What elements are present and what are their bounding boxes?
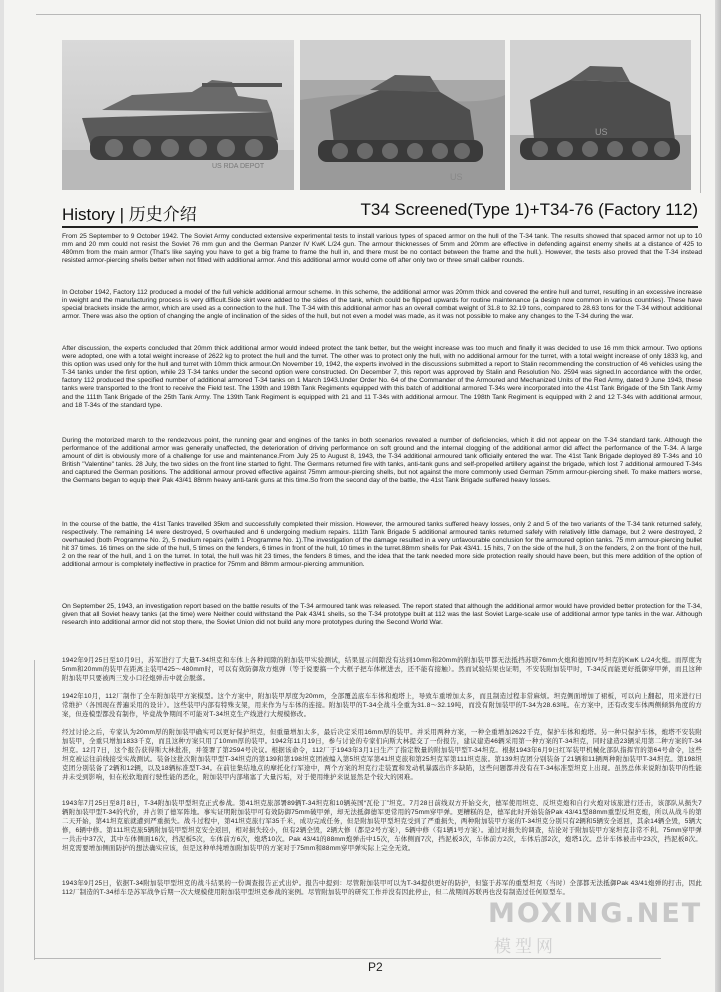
tank-model-title: T34 Screened(Type 1)+T34-76 (Factory 112) [360,200,698,219]
watermark-text: MOXING.NET [488,898,703,929]
header-rule [62,226,698,228]
bottom-frame-line [34,958,661,959]
tank-photo-3-image [510,40,691,190]
page-right-edge [715,0,721,992]
page-number: P2 [368,960,383,974]
page-left-edge [0,0,4,992]
photo2-caption: US [450,172,463,182]
watermark-subtext: 模型网 [494,937,557,956]
cn-paragraph-5: 1943年9月25日，依据T-34附加装甲型坦克的战斗结果的一份调查报告正式出炉。报告中提到：尽管附加装甲可以为T-34提供更好的防护，但鉴于苏军的重型坦克（当时）全部都无法抵御Pak 43/41炮弹的打击，因此112厂制造的T-34样车是苏军战争后期一次大规模使用附加装甲型坦克参战的案例。尽管附加装甲的研究工作并没有因此停止，但二战期间苏联再也没有制造过任何原型车。 [62,880,702,896]
cn-paragraph-4: 1943年7月25日至8月8日，T-34附加装甲型坦克正式参战。第41坦克旅部署89辆T-34坦克和10辆英国“瓦伦丁”坦克。7月28日前线双方开始交火，德军使用坦克、反坦克炮和自行火炮对该旅进行还击，该部队从损失7辆附加装甲型T-34的代价，并占领了德军阵地。事实证明附加装甲可有效防御75mm破甲弹，却无法抵御德军更常用的75mm穿甲弹。更糟糕的是，德军此时开始装备Pak 43/41型88mm重型反坦克炮，所以从战斗的第二天开始，第41坦克旅就遭到严重损失。战斗过程中，第41坦克旅行军35千米，成功完成任务，但是附加装甲型坦克受到了严重损失，两种附加装甲方案的T-34坦克分别只有2辆和5辆安全返回，其余14辆全毁，5辆大修，6辆中修。第111坦克旅5辆附加装甲型坦克安全返回，相对损失较小，但有2辆全毁，2辆大修（都是2号方案），5辆中修（有1辆1号方案）。通过对损失的调查，结论对于附加装甲方案坦克非常不利。75mm穿甲弹一共击中37次，其中车体侧面16次，挡泥板5次，车体前方6次，炮塔10次。Pak 43/41的88mm炮弹击中15次，车体侧面7次，挡泥板3次，车体前方2次，车体后部2次，炮塔1次。总计车体被击中23次，挡泥板8次。坦克需要增加侧面防护的想法确实应该，但是这种单纯增加附加装甲的方案对于75mm和88mm穿甲弹实际上完全无效。 [62,800,702,852]
tank-photo-1 [62,40,294,190]
en-paragraph-3: After discussion, the experts concluded that 20mm thick additional armor would indeed protect the tank better, but the weight increase was too much and finally it was decided to use 16 mm thick armour. Two options were adopted, one with a total weight increase of 2622 kg to protect the hull and the turret. The other was to protect only the hull, with no additional armour for the turret, with a total weight increase of only 1833 kg, and this option was used only for the hull and turret with 10mm thick armour.On November 19, 1942, the experts involved in the discussions submitted a report to Stalin recommending the construction of 46 vehicles using the T-34 tanks under the first option, while 23 T-34 tanks under the second option were constructed. On December 7, this report was approved by Stalin and Resolution No. 2594 was signed.In accordance with the order, factory 112 produced the specified number of additional armored T-34 tanks on 1 March 1943.Under Order No. 64 of the Commander of the Armoured and Mechanized Units of the Red Army, dated 9 June 1943, these tanks were transported to the front to receive the Field test. The 139th and 198th Tank Regiments equipped with this batch of additional armored T-34s were incorporated into the 41st Tank Brigade of the 5th Tank Army and the 111th Tank Brigade of the 25th Tank Army. The 139th Tank Regiment is equipped with 21 and 11 T-34s with additional armour. The 198th Tank Regiment is equipped with 2 and 12 T-34s with additional armour, and 18 T-34s of the standard type. [62,345,702,409]
cn-paragraph-1: 1942年9月25日至10月9日，苏军进行了大量T-34坦克和车体上各种间隙的附加装甲实验测试，结果显示间隙没有达到10mm和20mm的附加装甲都无法抵挡苏联76mm火炮和德国IV号坦克的KwK L/24火炮。而厚度为5mm和20mm的装甲在距离主装甲425～480mm时，可以有效防御敌方炮弹（等于说要搞一个大框子把车体框进去，还不能有接触）。然而试验结果也证明，不安装附加装甲时，T-34反而能更好抵御穿甲弹，而且这种附加装甲只要被两三发小口径炮弹击中就会脱落。 [62,657,702,682]
en-paragraph-2: In October 1942, Factory 112 produced a model of the full vehicle additional armour scheme. In this scheme, the additional armor was 20mm thick and covered the entire hull and turret, resulting in an excessive increase in weight and the manufacturing process is very difficult.Side skirt were added to the sides of the tank, which could be flipped upwards for routine maintenance (a design now common in various countries). These have special brackets inside the armor, which are used as a connection to the hull. The T-34 with this additional armor has an overall combat weight of 31.8 to 32.19 tons, compared to 28.63 tons for the T-34 without additional armor. There was also the option of changing the angle of inclination of the sides of the hull, but not even a model was made, as it was not possible to make any changes to the T-34 during the war. [62,289,702,321]
cn-paragraph-2: 1942年10月，112厂制作了全车附加装甲方案模型。这个方案中，附加装甲厚度为20mm，全部覆盖底车车体和炮塔上，导致车重增加太多，而且制造过程非常麻烦。坦克侧面增加了裙板，可以向上翻起，用来进行日常维护（各国现在普遍采用的设计）。这些装甲内部有特殊支架，用来作为与车体的连接。附加装甲的T-34全战斗全重为31.8～32.19吨，而没有附加装甲的T-34为28.63吨。在方案中，还有改变车体两侧倾斜角度的方案，但连模型都没有制作，毕竟战争期间不可能对T-34坦克生产线进行大规模修改。 [62,693,702,718]
cn-paragraph-3: 经过讨论之后，专家认为20mm厚的附加装甲确实可以更好保护坦克，但重量增加太多，最后决定采用16mm厚的装甲。并采用两种方案，一种全重增加2622千克，保护车体和炮塔。另一种只保护车体，炮塔不安装附加装甲，全重只增加1833千克，而且这种方案只用了10mm厚的装甲。1942年11月19日，参与讨论的专家们向斯大林提交了一份报告，建议建造46辆采用第一种方案的T-34坦克，同时建造23辆采用第二种方案的T-34坦克。12月7日，这个报告获得斯大林批准，并签署了第2594号决议。根据该命令，112厂于1943年3月1日生产了指定数量的附加装甲型T-34坦克。根据1943年6月9日红军装甲机械化部队指挥官的第64号命令，这些坦克被运往前线接受实战测试。装备这批次附加装甲型T-34坦克的第139和第198坦克团被编入第5坦克军第41坦克旅和第25坦克军第111坦克旅。第139坦克团分别装备了21辆和11辆两种附加装甲T-34坦克。第198坦克团分别装备了2辆和12辆，以及18辆标准型T-34。在前往集结地点的摩托化行军途中，两个方案的坦克行走装置和发动机暴露出许多缺陷，这些问题都并没有在T-34标准型坦克上出现。虽然总体来说附加装甲的性能并未受到影响，但在松软地面行驶性能的恶化，附加装甲内部堵塞了大量污垢，对于使用维护来说显然是个较大的困难。 [62,729,702,781]
photo3-caption: US [595,127,608,137]
history-title: History | 历史介绍 [62,205,197,224]
en-paragraph-4: During the motorized march to the rendezvous point, the running gear and engines of the tanks in both scenarios revealed a number of deficiencies, which it did not appear on the T-34 standard tank. Although the performance of the additional armor was generally unaffected, the deterioration of driving performance on soft ground and the internal clogging of the additional armor did affect the performance of the T-34. A large amount of dirt is obviously more of a challenge for use and maintenance.From July 25 to August 8, 1943, the T-34 additional armoured tank officially entered the war. The 41st Tank Brigade deployed 89 T-34s and 10 British "Valentine" tanks. 28 July, the two sides on the front line started to fight. The Germans returned fire with tanks, anti-tank guns and self-propelled artillery against the brigade, which lost 7 additional armoured T-34s and captured the German positions. The additional armour proved effective against 75mm armour-piercing shells, but not against the more commonly used German 75mm armour-piercing shell. To make matters worse, the Germans began to equip their Pak 43/41 88mm heavy anti-tank guns at this time.So from the second day of the battle, the 41st Tank Brigade suffered heavy losses. [62,437,702,485]
en-paragraph-5: In the course of the battle, the 41st Tanks travelled 35km and successfully completed their mission. However, the armoured tanks suffered heavy losses, only 2 and 5 of the two variants of the T-34 tank returned safely, respectively. The remaining 14 were destroyed, 5 overhauled and 6 undergoing medium repairs. 111th Tank Brigade 5 additional armoured tanks returned safely with relatively little damage, but 2 were destroyed, 2 overhauled (both Programme No. 2), 5 medium repairs (with 1 Programme No. 1).The investigation of the damage resulted in a very unfavourable conclusion for the armoured option tanks. 75 mm armour-piercing bullet hit 37 times. 16 times on the side of the hull, 5 times on the fenders, 6 times in front of the hull, 10 times in the turret.88mm shells for Pak 43/41. 15 hits, 7 on the side of the hull, 3 on the fenders, 2 on the front of the hull, 2 on the rear of the hull, and 1 on the turret. In total, the hull was hit 23 times, the fenders 8 times, and the idea that the tank needed more side protection really should have been, but this mere addition of the option of additional armour is completely ineffective in practice for 75mm and 88mm armour-piercing ammunition. [62,521,702,569]
bottom-left-frame-line [34,660,35,960]
tank-photo-2-image [300,40,505,190]
en-paragraph-6: On September 25, 1943, an investigation report based on the battle results of the T-34 armoured tank was released. The report stated that although the additional armor would have provided better protection for the T-34, given that all Soviet heavy tanks (at the time) were Neither could withstand the Pak 43/41 shells, so the T-34 prototype built at 112 was the last Soviet Large-scale use of additional armor type tanks in the war. Although research into additional armor did not stop there, the Soviet Union did not build any more prototypes during the Second World War. [62,603,702,627]
photo1-caption: US RDA DEPOT [212,163,265,170]
en-paragraph-1: From 25 September to 9 October 1942. The Soviet Army conducted extensive experimental tests to install various types of spaced armor on the hull of the T-34 tank. The results showed that spaced armor not up to 10 mm and 20 mm could not resist the Soviet 76 mm gun and the German Panzer IV KwK L/24 gun. The armour thicknesses of 5mm and 20mm are effective in defending against enemy shells at a distance of 425 to 480mm from the main armor (That's like saying you have to get a big frame to frame the hull in, and there must be no contact between the frame and the hull.). However, the tests also proved that the T-34 instead resisted armor-piercing shells better when not fitted with additional armor. And this additional armor would come off after only two or three small caliber rounds. [62,233,702,265]
tank-photo-2 [300,40,505,190]
tank-photo-1-image [62,40,294,190]
section-header [62,200,698,224]
tank-photo-3 [510,40,691,190]
